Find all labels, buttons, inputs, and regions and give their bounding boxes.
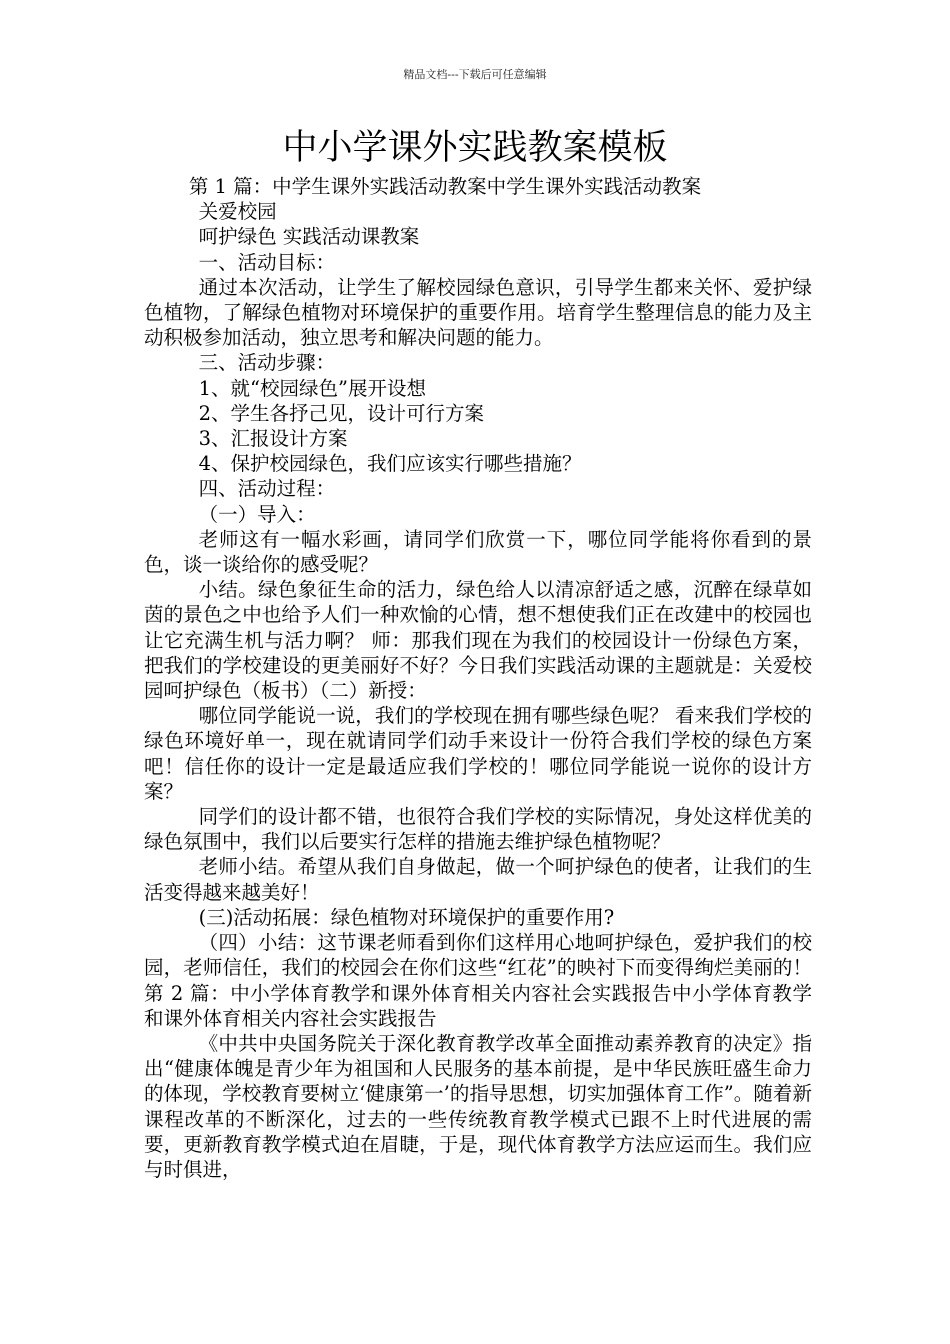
header-note: 精品文档---下载后可任意编辑: [403, 68, 547, 81]
paragraph: 1、就“校园绿色”展开设想: [198, 376, 426, 400]
document-title: 中小学课外实践教案模板: [282, 128, 668, 168]
paragraph: 一、活动目标：: [198, 250, 336, 274]
paragraph: 三、活动步骤：: [198, 351, 336, 375]
document-body: [144, 174, 812, 1182]
paragraph: 关爱校园: [198, 200, 277, 224]
paragraph: 呵护绿色 实践活动课教案: [198, 225, 420, 249]
paragraph: 老师小结。希望从我们自身做起，做一个呵护绿色的使者，让我们的生活变得越来越美好！: [144, 855, 812, 904]
paragraph: （一）导入：: [198, 502, 316, 526]
paragraph: 第 1 篇：中学生课外实践活动教案中学生课外实践活动教案: [188, 175, 702, 198]
paragraph: 《中共中央国务院关于深化教育教学改革全面推动素养教育的决定》指出“健康体魄是青少年为祖国和人民服务的基本前提，是中华民族旺盛生命力的体现，学校教育要树立‘健康第一’的指导思想，切实加强体育工作”。随着新课程改革的不断深化，过去的一些传统教育教学模式已跟不上时代进展的需要，更新教育教学模式迫在眉睫，于是，现代体育教学方法应运而生。我们应与时俱进，: [144, 1031, 812, 1181]
paragraph: 同学们的设计都不错，也很符合我们学校的实际情况，身处这样优美的绿色氛围中，我们以后要实行怎样的措施去维护绿色植物呢？: [144, 805, 812, 854]
paragraph: 老师这有一幅水彩画，请同学们欣赏一下，哪位同学能将你看到的景色，谈一谈给你的感受呢？: [144, 527, 812, 577]
paragraph: 3、汇报设计方案: [198, 427, 348, 451]
paragraph: 4、保护校园绿色，我们应该实行哪些措施？: [198, 452, 582, 476]
paragraph: (三)活动拓展：绿色植物对环境保护的重要作用?: [198, 905, 615, 929]
paragraph: （四）小结：这节课老师看到你们这样用心地呵护绿色，爱护我们的校园，老师信任，我们的校园会在你们这些“红花”的映衬下而变得绚烂美丽的！第 2 篇：中小学体育教学和课外体育相关内容社会实践报告中小学体育教学和课外体育相关内容社会实践报告: [144, 931, 812, 1030]
paragraph: 哪位同学能说一说，我们的学校现在拥有哪些绿色呢？ 看来我们学校的绿色环境好单一，现在就请同学们动手来设计一份符合我们学校的绿色方案吧！信任你的设计一定是最适应我们学校的！哪位同学能说一说你的设计方案？: [144, 704, 812, 803]
paragraph: 通过本次活动，让学生了解校园绿色意识，引导学生都来关怀、爱护绿色植物，了解绿色植物对环境保护的重要作用。培育学生整理信息的能力及主动积极参加活动，独立思考和解决问题的能力。: [144, 275, 812, 350]
paragraph: 四、活动过程：: [198, 477, 336, 501]
paragraph: 小结。绿色象征生命的活力，绿色给人以清凉舒适之感，沉醉在绿草如茵的景色之中也给予人们一种欢愉的心情，想不想使我们正在改建中的校园也让它充满生机与活力啊？ 师：那我们现在为我们的校园设计一份绿色方案，把我们的学校建设的更美丽好不好？今日我们实践活动课的主题就是：关爱校园呵护绿色（板书）（二）新授：: [144, 578, 812, 703]
paragraph: 2、学生各抒己见，设计可行方案: [198, 401, 485, 425]
